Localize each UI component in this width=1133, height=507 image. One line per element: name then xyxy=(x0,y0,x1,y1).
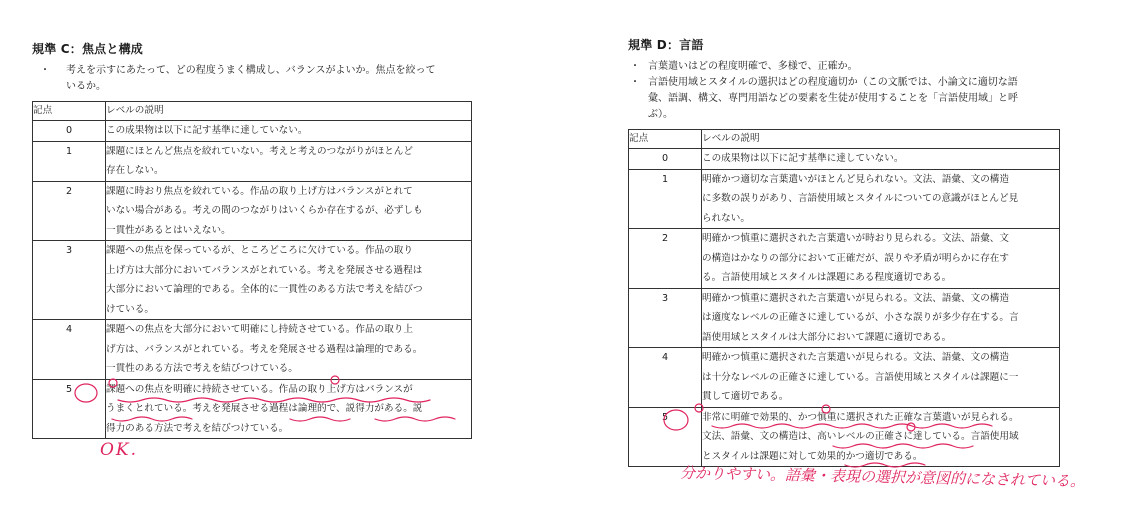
handwritten-note-c: OK. xyxy=(100,440,139,460)
description-line: られない。 xyxy=(702,212,750,224)
description-line: 語使用域とスタイルは大部分において課題に適切である。 xyxy=(702,331,952,343)
table-row xyxy=(33,379,472,439)
table-row xyxy=(629,348,1060,408)
description-header: レベルの説明 xyxy=(702,130,1060,149)
description-cell xyxy=(702,149,1060,170)
criterion-c-title: 規準 C：焦点と構成 xyxy=(32,42,143,56)
table-header-row xyxy=(629,130,1060,149)
description-line: 明確かつ適切な言葉遣いがほとんど見られない。文法、語彙、文の構造 xyxy=(702,173,1009,185)
score-cell: 0 xyxy=(33,121,106,142)
description-line: 明確かつ慎重に選択された言葉遣いが見られる。文法、語彙、文の構造 xyxy=(702,292,1009,304)
description-line: この成果物は以下に記す基準に達していない。 xyxy=(106,125,308,136)
description-line: いない場合がある。考えの間のつながりはいくらか存在するが、必ずしも xyxy=(106,205,423,216)
description-line: うまくとれている。考えを発展させる過程は論理的で、説得力がある。説 xyxy=(106,403,423,414)
description-line: に多数の誤りがあり、言語使用域とスタイルについての意識がほとんど見 xyxy=(702,193,1019,204)
score-header: 記点 xyxy=(629,130,702,149)
score-cell: 2 xyxy=(33,181,106,241)
description-line: 非常に明確で効果的、かつ慎重に選択された正確な言葉遣いが見られる。 xyxy=(702,411,1019,423)
description-line: 大部分において論理的である。全体的に一貫性のある方法で考えを結びつ xyxy=(106,284,423,295)
criterion-c-bullets xyxy=(32,63,472,95)
criterion-d-bullet xyxy=(628,59,1060,75)
description-cell xyxy=(702,169,1060,229)
description-line: は十分なレベルの正確さに達している。言語使用域とスタイルは課題に一 xyxy=(702,371,1019,383)
score-cell: 1 xyxy=(33,141,106,181)
description-cell xyxy=(106,181,472,241)
criterion-d-bullet-line: 言葉遣いはどの程度明確で、多様で、正確か。 xyxy=(648,61,858,72)
criterion-c-panel xyxy=(32,40,472,439)
table-row xyxy=(629,288,1060,348)
table-row xyxy=(33,181,472,241)
criterion-d-bullets xyxy=(628,59,1060,123)
table-row xyxy=(33,141,472,181)
description-line: の構造はかなりの部分において正確だが、誤りや矛盾が明らかに存在す xyxy=(702,252,1009,264)
description-line: けている。 xyxy=(106,303,154,315)
description-line: げ方は、バランスがとれている。考えを発展させる過程は論理的である。 xyxy=(106,343,423,355)
criterion-d-bullet-line: 言語使用域とスタイルの選択はどの程度適切か（この文脈では、小論文に適切な語 xyxy=(648,77,1018,88)
description-line: 課題に時おり焦点を絞れている。作品の取り上げ方はバランスがとれて xyxy=(106,185,413,197)
criterion-c-bullet-line: 考えを示すにあたって、どの程度うまく構成し、バランスがよいか。焦点を絞って xyxy=(66,65,436,76)
description-cell xyxy=(702,288,1060,348)
score-cell: 4 xyxy=(33,320,106,380)
criterion-d-title: 規準 D：言語 xyxy=(628,38,704,52)
description-cell xyxy=(106,121,472,142)
description-line: 貫して適切である。 xyxy=(702,391,789,402)
description-cell xyxy=(702,407,1060,467)
handwritten-note-d: 分かりやすい。語彙・表現の選択が意図的になされている。 xyxy=(679,463,1086,491)
description-header: レベルの説明 xyxy=(106,102,472,121)
score-cell: 5 xyxy=(629,407,702,467)
description-line: 明確かつ慎重に選択された言葉遣いが時おり見られる。文法、語彙、文 xyxy=(702,233,1009,244)
description-cell xyxy=(106,241,472,320)
description-line: とスタイルは課題に対して効果的かつ適切である。 xyxy=(702,450,923,462)
description-cell xyxy=(106,141,472,181)
description-line: 明確かつ慎重に選択された言葉遣いが見られる。文法、語彙、文の構造 xyxy=(702,352,1009,363)
description-cell xyxy=(106,320,472,380)
description-line: この成果物は以下に記す基準に達していない。 xyxy=(702,153,904,164)
description-line: 存在しない。 xyxy=(106,165,164,176)
criterion-d-bullet xyxy=(628,75,1060,123)
table-row xyxy=(33,121,472,142)
table-row xyxy=(33,241,472,320)
table-header-row xyxy=(33,102,472,121)
criterion-d-table xyxy=(628,129,1060,467)
description-line: 上げ方は大部分においてバランスがとれている。考えを発展させる過程は xyxy=(106,264,423,276)
score-cell: 1 xyxy=(629,169,702,229)
table-row xyxy=(33,320,472,380)
description-line: 一貫性のある方法で考えを結びつけている。 xyxy=(106,363,298,374)
description-line: 一貫性があるとはいえない。 xyxy=(106,224,231,236)
table-row xyxy=(629,169,1060,229)
criterion-d-panel xyxy=(628,36,1060,467)
table-row xyxy=(629,149,1060,170)
score-cell: 2 xyxy=(629,229,702,289)
score-header: 記点 xyxy=(33,102,106,121)
criterion-c-bullet xyxy=(32,63,472,95)
criterion-c-bullet-line: いるか。 xyxy=(66,81,106,92)
description-line: 文法、語彙、文の構造は、高いレベルの正確さに達している。言語使用域 xyxy=(702,431,1019,442)
description-line: る。言語使用域とスタイルは課題にある程度適切である。 xyxy=(702,272,952,283)
score-cell: 5 xyxy=(33,379,106,439)
description-cell xyxy=(702,348,1060,408)
description-line: 課題への焦点を保っているが、ところどころに欠けている。作品の取り xyxy=(106,245,413,256)
score-cell: 3 xyxy=(629,288,702,348)
table-row xyxy=(629,407,1060,467)
score-cell: 3 xyxy=(33,241,106,320)
description-line: 課題への焦点を明確に持続させている。作品の取り上げ方はバランスが xyxy=(106,383,413,395)
description-line: 課題への焦点を大部分において明確にし持続させている。作品の取り上 xyxy=(106,324,413,335)
description-line: 得力のある方法で考えを結びつけている。 xyxy=(106,422,289,434)
criterion-d-bullet-line: 彙、語調、構文、専門用語などの要素を生徒が使用することを「言語使用域」と呼 xyxy=(648,93,1018,104)
score-cell: 0 xyxy=(629,149,702,170)
table-row xyxy=(629,229,1060,289)
description-line: は適度なレベルの正確さに達しているが、小さな誤りが多少存在する。言 xyxy=(702,312,1019,323)
description-line: 課題にほとんど焦点を絞れていない。考えと考えのつながりがほとんど xyxy=(106,145,413,157)
description-cell xyxy=(106,379,472,439)
score-cell: 4 xyxy=(629,348,702,408)
criterion-c-table xyxy=(32,101,472,439)
description-cell xyxy=(702,229,1060,289)
criterion-d-bullet-line: ぶ）。 xyxy=(648,109,673,120)
